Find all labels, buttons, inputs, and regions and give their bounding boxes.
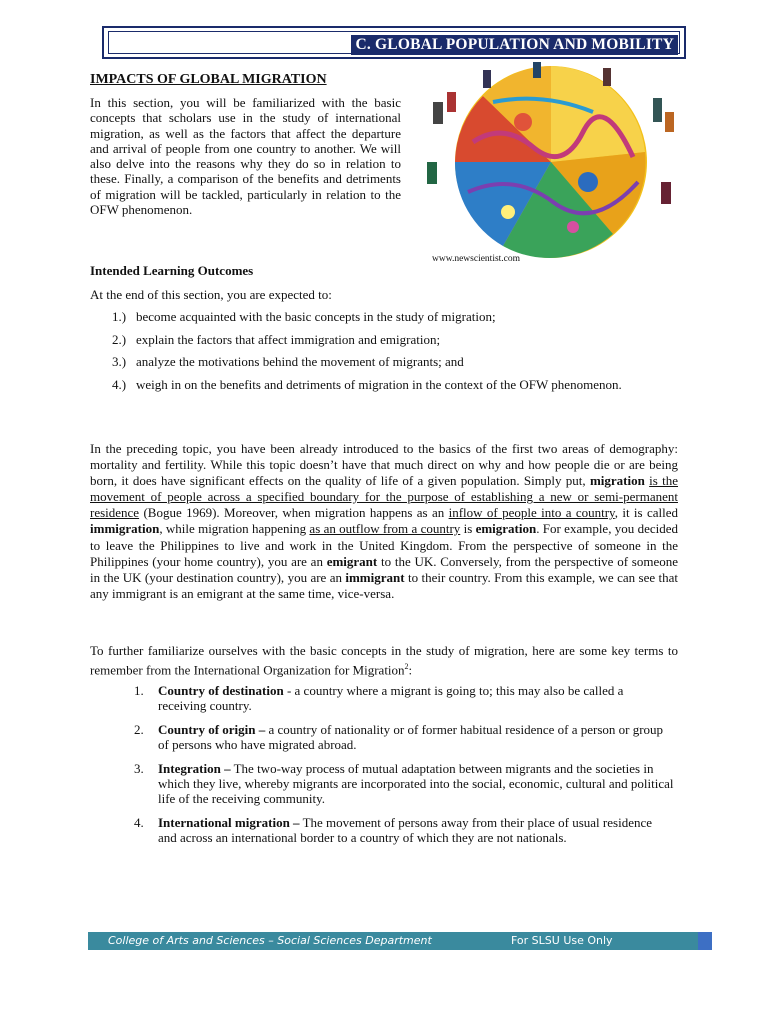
term-definition: a country of nationality or of former habitual residence of a person or group of persons who have migrated abroad.: [158, 721, 664, 753]
term-emigrant: emigrant: [326, 553, 378, 569]
text-run: (Bogue 1969). Moreover, when migration happens as an: [139, 505, 449, 521]
term-label: Country of origin –: [158, 721, 266, 737]
list-item-text: become acquainted with the basic concepts in the study of migration;: [136, 309, 496, 324]
section-title: IMPACTS OF GLOBAL MIGRATION: [90, 72, 327, 87]
list-item-number: 4.): [112, 376, 127, 392]
list-item: [134, 683, 674, 714]
list-item-number: 3.: [134, 760, 144, 776]
list-item: [112, 309, 632, 325]
list-item: [112, 377, 632, 393]
term-emigration: emigration: [475, 521, 537, 537]
key-terms-list: [134, 683, 674, 854]
list-item-number: 1.): [112, 309, 127, 324]
list-item: [134, 815, 674, 846]
outflow-underlined: as an outflow from a country: [309, 521, 461, 537]
term-label: Integration –: [158, 760, 231, 776]
term-immigration: immigration: [90, 521, 160, 537]
list-item-text: analyze the motivations behind the movement of migrants; and: [136, 354, 464, 369]
text-run: :: [408, 662, 413, 678]
term-label: Country of destination: [158, 683, 284, 698]
term-definition: The two-way process of mutual adaptation between migrants and the societies in which they live, whereby migrants are incorporated into the social, economic, cultural and political life of the receiving community.: [158, 760, 674, 807]
text-run: , it is called: [614, 505, 678, 521]
definition-underlined: is the movement of people across a specified boundary for the purpose of establishing a new or semi-permanent residence: [90, 473, 679, 521]
list-item: [112, 332, 632, 348]
list-item: [112, 354, 632, 370]
header-frame: [102, 26, 686, 59]
list-item-text: weigh in on the benefits and detriments of migration in the context of the OFW phenomenon.: [136, 376, 622, 392]
list-item-text: explain the factors that affect immigration and emigration;: [136, 331, 441, 347]
key-terms-intro: [90, 643, 678, 679]
list-item-number: 4.: [134, 814, 144, 830]
ilo-lead: At the end of this section, you are expected to:: [90, 287, 332, 302]
term-migration: migration: [589, 473, 645, 489]
text-run: In the preceding topic, you have been already introduced to the basics of the first two areas of demography: mortality and fertility. While this topic doesn’t have that much direct on why and how people die or are being born, it does have significant effects on the quality of life of a given population. Simply put,: [90, 441, 678, 489]
text-run: . For example, you decided to leave the Philippines to live and work in the United Kingdom. From the perspective of someone in the Philippines (your home country), you are an: [90, 521, 678, 569]
list-item: [134, 722, 674, 753]
term-definition: The movement of persons away from their place of usual residence and across an international border to a country of which they are not nationals.: [158, 814, 653, 846]
term-label: International migration –: [158, 814, 300, 830]
text-run: To further familiarize ourselves with the basic concepts in the study of migration, here are some key terms to remember from the International Organization for Migration: [90, 643, 678, 678]
globe-illustration: [413, 62, 696, 262]
text-run: is: [460, 521, 476, 537]
header-title: C. GLOBAL POPULATION AND MOBILITY: [351, 35, 678, 55]
migration-definition-paragraph: [90, 441, 678, 602]
ilo-title: Intended Learning Outcomes: [90, 263, 254, 278]
term-immigrant: immigrant: [345, 569, 405, 585]
footnote-ref: 2: [404, 662, 409, 672]
footer-accent: [698, 932, 712, 950]
page-footer: [88, 932, 712, 950]
footer-department: College of Arts and Sciences – Social Sciences Department: [108, 934, 432, 947]
ilo-list: [112, 309, 632, 399]
text-run: , while migration happening: [159, 521, 310, 537]
list-item-number: 1.: [134, 683, 144, 698]
image-credit: www.newscientist.com: [432, 254, 521, 264]
list-item-number: 3.): [112, 354, 127, 369]
intro-paragraph: In this section, you will be familiarized with the basic concepts that scholars use in the study of international migration, as well as the factors that affect the departure and arrival of people from one country to another. We will also delve into the reasons why they do so in relation to these. Finally, a comparison of the benefits and detriments of migration will be tackled, particularly in relation to the OFW phenomenon.: [90, 95, 401, 218]
text-run: to their country. From this example, we can see that any immigrant is an emigrant at the same time, vice-versa.: [90, 569, 678, 601]
text-run: to the UK. Conversely, from the perspective of someone in the UK (your destination country), you are an: [90, 553, 678, 585]
term-definition: a country where a migrant is going to; this may also be called a receiving country.: [158, 683, 624, 714]
footer-usage-note: For SLSU Use Only: [511, 934, 613, 947]
list-item-number: 2.): [112, 331, 127, 347]
inflow-underlined: inflow of people into a country: [448, 505, 615, 521]
list-item-number: 2.: [134, 721, 144, 737]
separator: -: [283, 683, 295, 698]
list-item: [134, 761, 674, 807]
